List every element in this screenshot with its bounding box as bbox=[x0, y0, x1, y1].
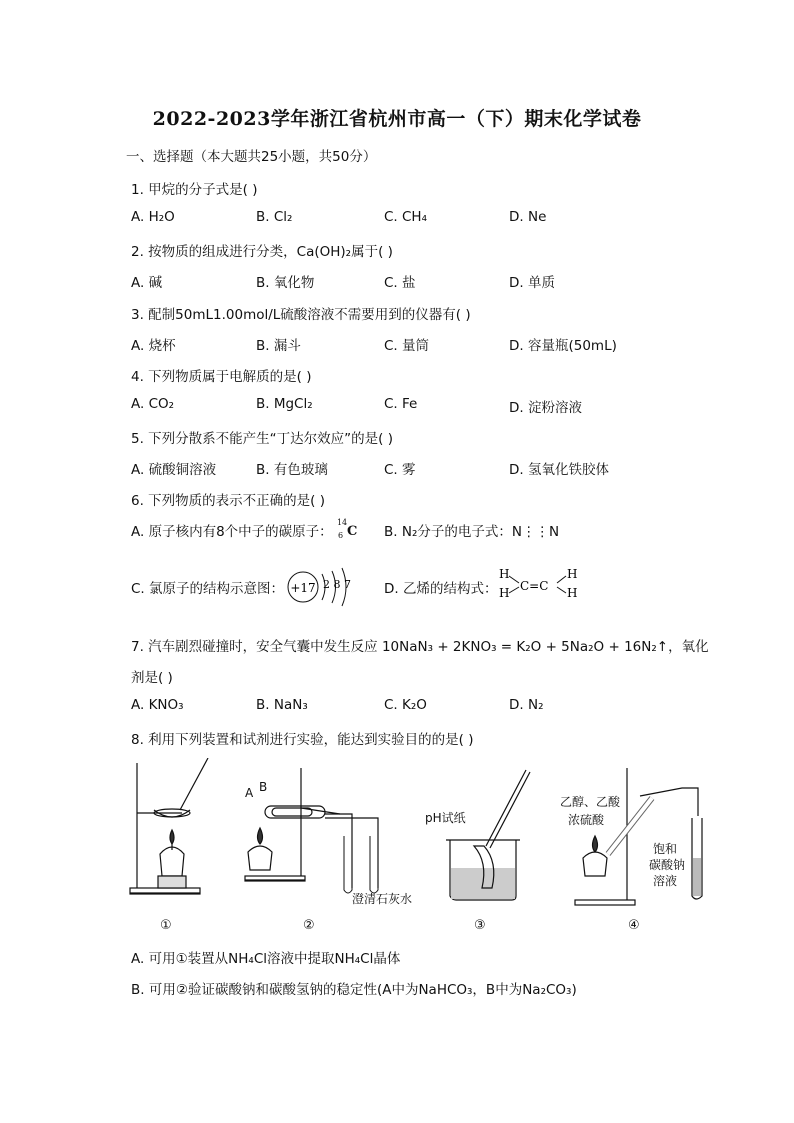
h-atom: H bbox=[499, 567, 510, 581]
apparatus-4-esterification bbox=[575, 768, 702, 905]
chlorine-atom-diagram bbox=[285, 566, 357, 608]
q5-option-d: D. 氢氧化铁胶体 bbox=[509, 462, 609, 478]
h-atom: H bbox=[567, 586, 578, 600]
apparatus-3-ph-test bbox=[446, 770, 530, 900]
q6-option-c: C. 氯原子的结构示意图： bbox=[131, 581, 285, 597]
q4-option-c: C. Fe bbox=[384, 396, 418, 412]
atomic-number: 6 bbox=[337, 531, 344, 540]
q1-option-b: B. Cl₂ bbox=[256, 209, 293, 225]
label-reagents-1: 乙醇、乙酸 bbox=[560, 795, 621, 809]
q7-option-b: B. NaN₃ bbox=[256, 697, 308, 713]
q7-option-d: D. N₂ bbox=[509, 697, 544, 713]
question-1-stem: 1. 甲烷的分子式是( ) bbox=[131, 182, 258, 198]
question-3-stem: 3. 配制50mL1.00mol/L硫酸溶液不需要用到的仪器有( ) bbox=[131, 307, 471, 323]
q4-option-a: A. CO₂ bbox=[131, 396, 175, 412]
q5-option-a: A. 硫酸铜溶液 bbox=[131, 462, 217, 478]
q1-option-a: A. H₂O bbox=[131, 209, 175, 225]
q1-option-c: C. CH₄ bbox=[384, 209, 427, 225]
q2-option-c: C. 盐 bbox=[384, 275, 416, 291]
label-reagents-2: 浓硫酸 bbox=[568, 813, 605, 827]
q8-option-b: B. 可用②验证碳酸钠和碳酸氢钠的稳定性(A中为NaHCO₃，B中为Na₂CO₃) bbox=[131, 982, 577, 998]
q1-option-d: D. Ne bbox=[509, 209, 547, 225]
carbon-14-nuclide bbox=[336, 518, 359, 541]
question-6-stem: 6. 下列物质的表示不正确的是( ) bbox=[131, 493, 325, 509]
q3-option-c: C. 量筒 bbox=[384, 338, 430, 354]
q7-option-c: C. K₂O bbox=[384, 697, 427, 713]
electron-shells: 2 8 7 bbox=[323, 578, 351, 591]
nucleus-charge: +17 bbox=[290, 581, 316, 595]
page-title: 2022-2023学年浙江省杭州市高一（下）期末化学试卷 bbox=[152, 108, 642, 130]
element-symbol: C bbox=[346, 524, 358, 539]
q3-option-b: B. 漏斗 bbox=[256, 338, 301, 354]
ethylene-structure bbox=[497, 566, 583, 602]
label-saturated: 饱和 bbox=[653, 842, 678, 856]
q7-option-a: A. KNO₃ bbox=[131, 697, 184, 713]
figure-number-4: ④ bbox=[628, 918, 640, 933]
label-tube-a: A bbox=[245, 786, 254, 800]
q2-option-a: A. 碱 bbox=[131, 275, 163, 291]
question-8-stem: 8. 利用下列装置和试剂进行实验，能达到实验目的的是( ) bbox=[131, 732, 474, 748]
h-atom: H bbox=[499, 586, 510, 600]
label-tube-b: B bbox=[259, 780, 268, 794]
q3-option-a: A. 烧杯 bbox=[131, 338, 176, 354]
label-limewater: 澄清石灰水 bbox=[352, 892, 413, 906]
q5-option-b: B. 有色玻璃 bbox=[256, 462, 328, 478]
apparatus-figure bbox=[120, 758, 720, 938]
q8-option-a: A. 可用①装置从NH₄Cl溶液中提取NH₄Cl晶体 bbox=[131, 951, 401, 967]
question-5-stem: 5. 下列分散系不能产生“丁达尔效应”的是( ) bbox=[131, 431, 393, 447]
q2-option-d: D. 单质 bbox=[509, 275, 555, 291]
apparatus-1-evaporation bbox=[130, 758, 208, 894]
h-atom: H bbox=[567, 567, 578, 581]
q4-option-b: B. MgCl₂ bbox=[256, 396, 313, 412]
question-7-line1: 7. 汽车剧烈碰撞时，安全气囊中发生反应 10NaN₃ + 2KNO₃ = K₂O + 5Na₂O + 16N₂↑，氧化 bbox=[131, 639, 709, 655]
q2-option-b: B. 氧化物 bbox=[256, 275, 315, 291]
q6-option-a-text: A. 原子核内有8个中子的碳原子： bbox=[131, 524, 333, 540]
label-sodium-carbonate: 碳酸钠 bbox=[649, 858, 686, 872]
q4-option-d: D. 淀粉溶液 bbox=[509, 400, 582, 416]
label-ph-paper: pH试纸 bbox=[425, 811, 466, 825]
question-2-stem: 2. 按物质的组成进行分类，Ca(OH)₂属于( ) bbox=[131, 244, 393, 260]
double-bond: C=C bbox=[520, 579, 549, 593]
label-solution: 溶液 bbox=[653, 874, 678, 888]
section-heading: 一、选择题（本大题共25小题，共50分） bbox=[126, 149, 377, 165]
q5-option-c: C. 雾 bbox=[384, 462, 416, 478]
figure-number-2: ② bbox=[303, 918, 315, 933]
figure-number-1: ① bbox=[160, 918, 172, 933]
q6-option-b: B. N₂分子的电子式：N⋮⋮N bbox=[384, 524, 560, 540]
question-4-stem: 4. 下列物质属于电解质的是( ) bbox=[131, 369, 312, 385]
q6-option-a bbox=[131, 520, 359, 541]
q3-option-d: D. 容量瓶(50mL) bbox=[509, 338, 617, 354]
figure-number-3: ③ bbox=[474, 918, 486, 933]
question-7-line2: 剂是( ) bbox=[131, 670, 173, 686]
mass-number: 14 bbox=[336, 518, 348, 527]
q6-option-d: D. 乙烯的结构式： bbox=[384, 581, 498, 597]
